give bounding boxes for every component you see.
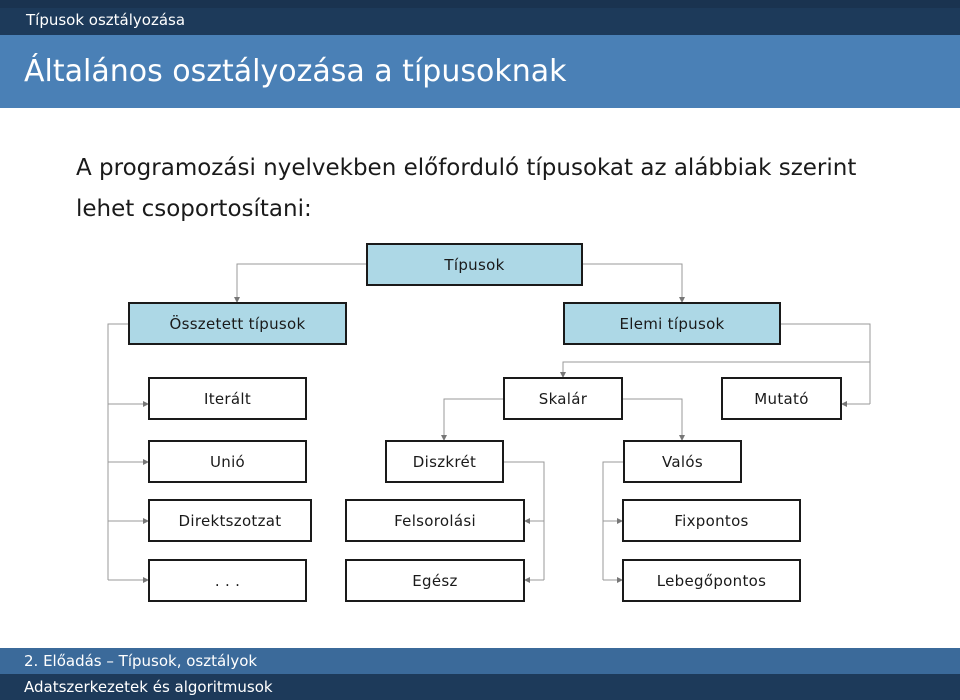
node-elementary: Elemi típusok	[563, 302, 781, 345]
node-root: Típusok	[366, 243, 583, 286]
node-discrete: Diszkrét	[385, 440, 504, 483]
node-composite: Összetett típusok	[128, 302, 347, 345]
node-enumeration: Felsorolási	[345, 499, 525, 542]
connector-composite-spine	[108, 324, 128, 580]
node-real: Valós	[623, 440, 742, 483]
footer-course-bar	[0, 674, 960, 700]
connector-elementary-scalar	[563, 362, 870, 377]
section-title: Típusok osztályozása	[26, 11, 186, 29]
connector-root-elementary	[583, 264, 682, 302]
slide-title: Általános osztályozása a típusoknak	[24, 54, 567, 89]
connector-root-composite	[237, 264, 366, 302]
node-fixed-point: Fixpontos	[622, 499, 801, 542]
node-direct-product: Direktszotzat	[148, 499, 312, 542]
node-union: Unió	[148, 440, 307, 483]
node-scalar: Skalár	[503, 377, 623, 420]
connector-scalar-discrete	[444, 399, 503, 440]
node-integer: Egész	[345, 559, 525, 602]
connector-scalar-real	[623, 399, 682, 440]
node-floating-point: Lebegőpontos	[622, 559, 801, 602]
node-more: . . .	[148, 559, 307, 602]
footer-lecture: 2. Előadás – Típusok, osztályok	[24, 652, 258, 670]
intro-text: A programozási nyelvekben előforduló típusokat az alábbiak szerint lehet csoportosítani:	[76, 155, 857, 222]
footer-course: Adatszerkezetek és algoritmusok	[24, 678, 273, 696]
footer-lecture-bar	[0, 648, 960, 674]
node-iterated: Iterált	[148, 377, 307, 420]
node-pointer: Mutató	[721, 377, 842, 420]
